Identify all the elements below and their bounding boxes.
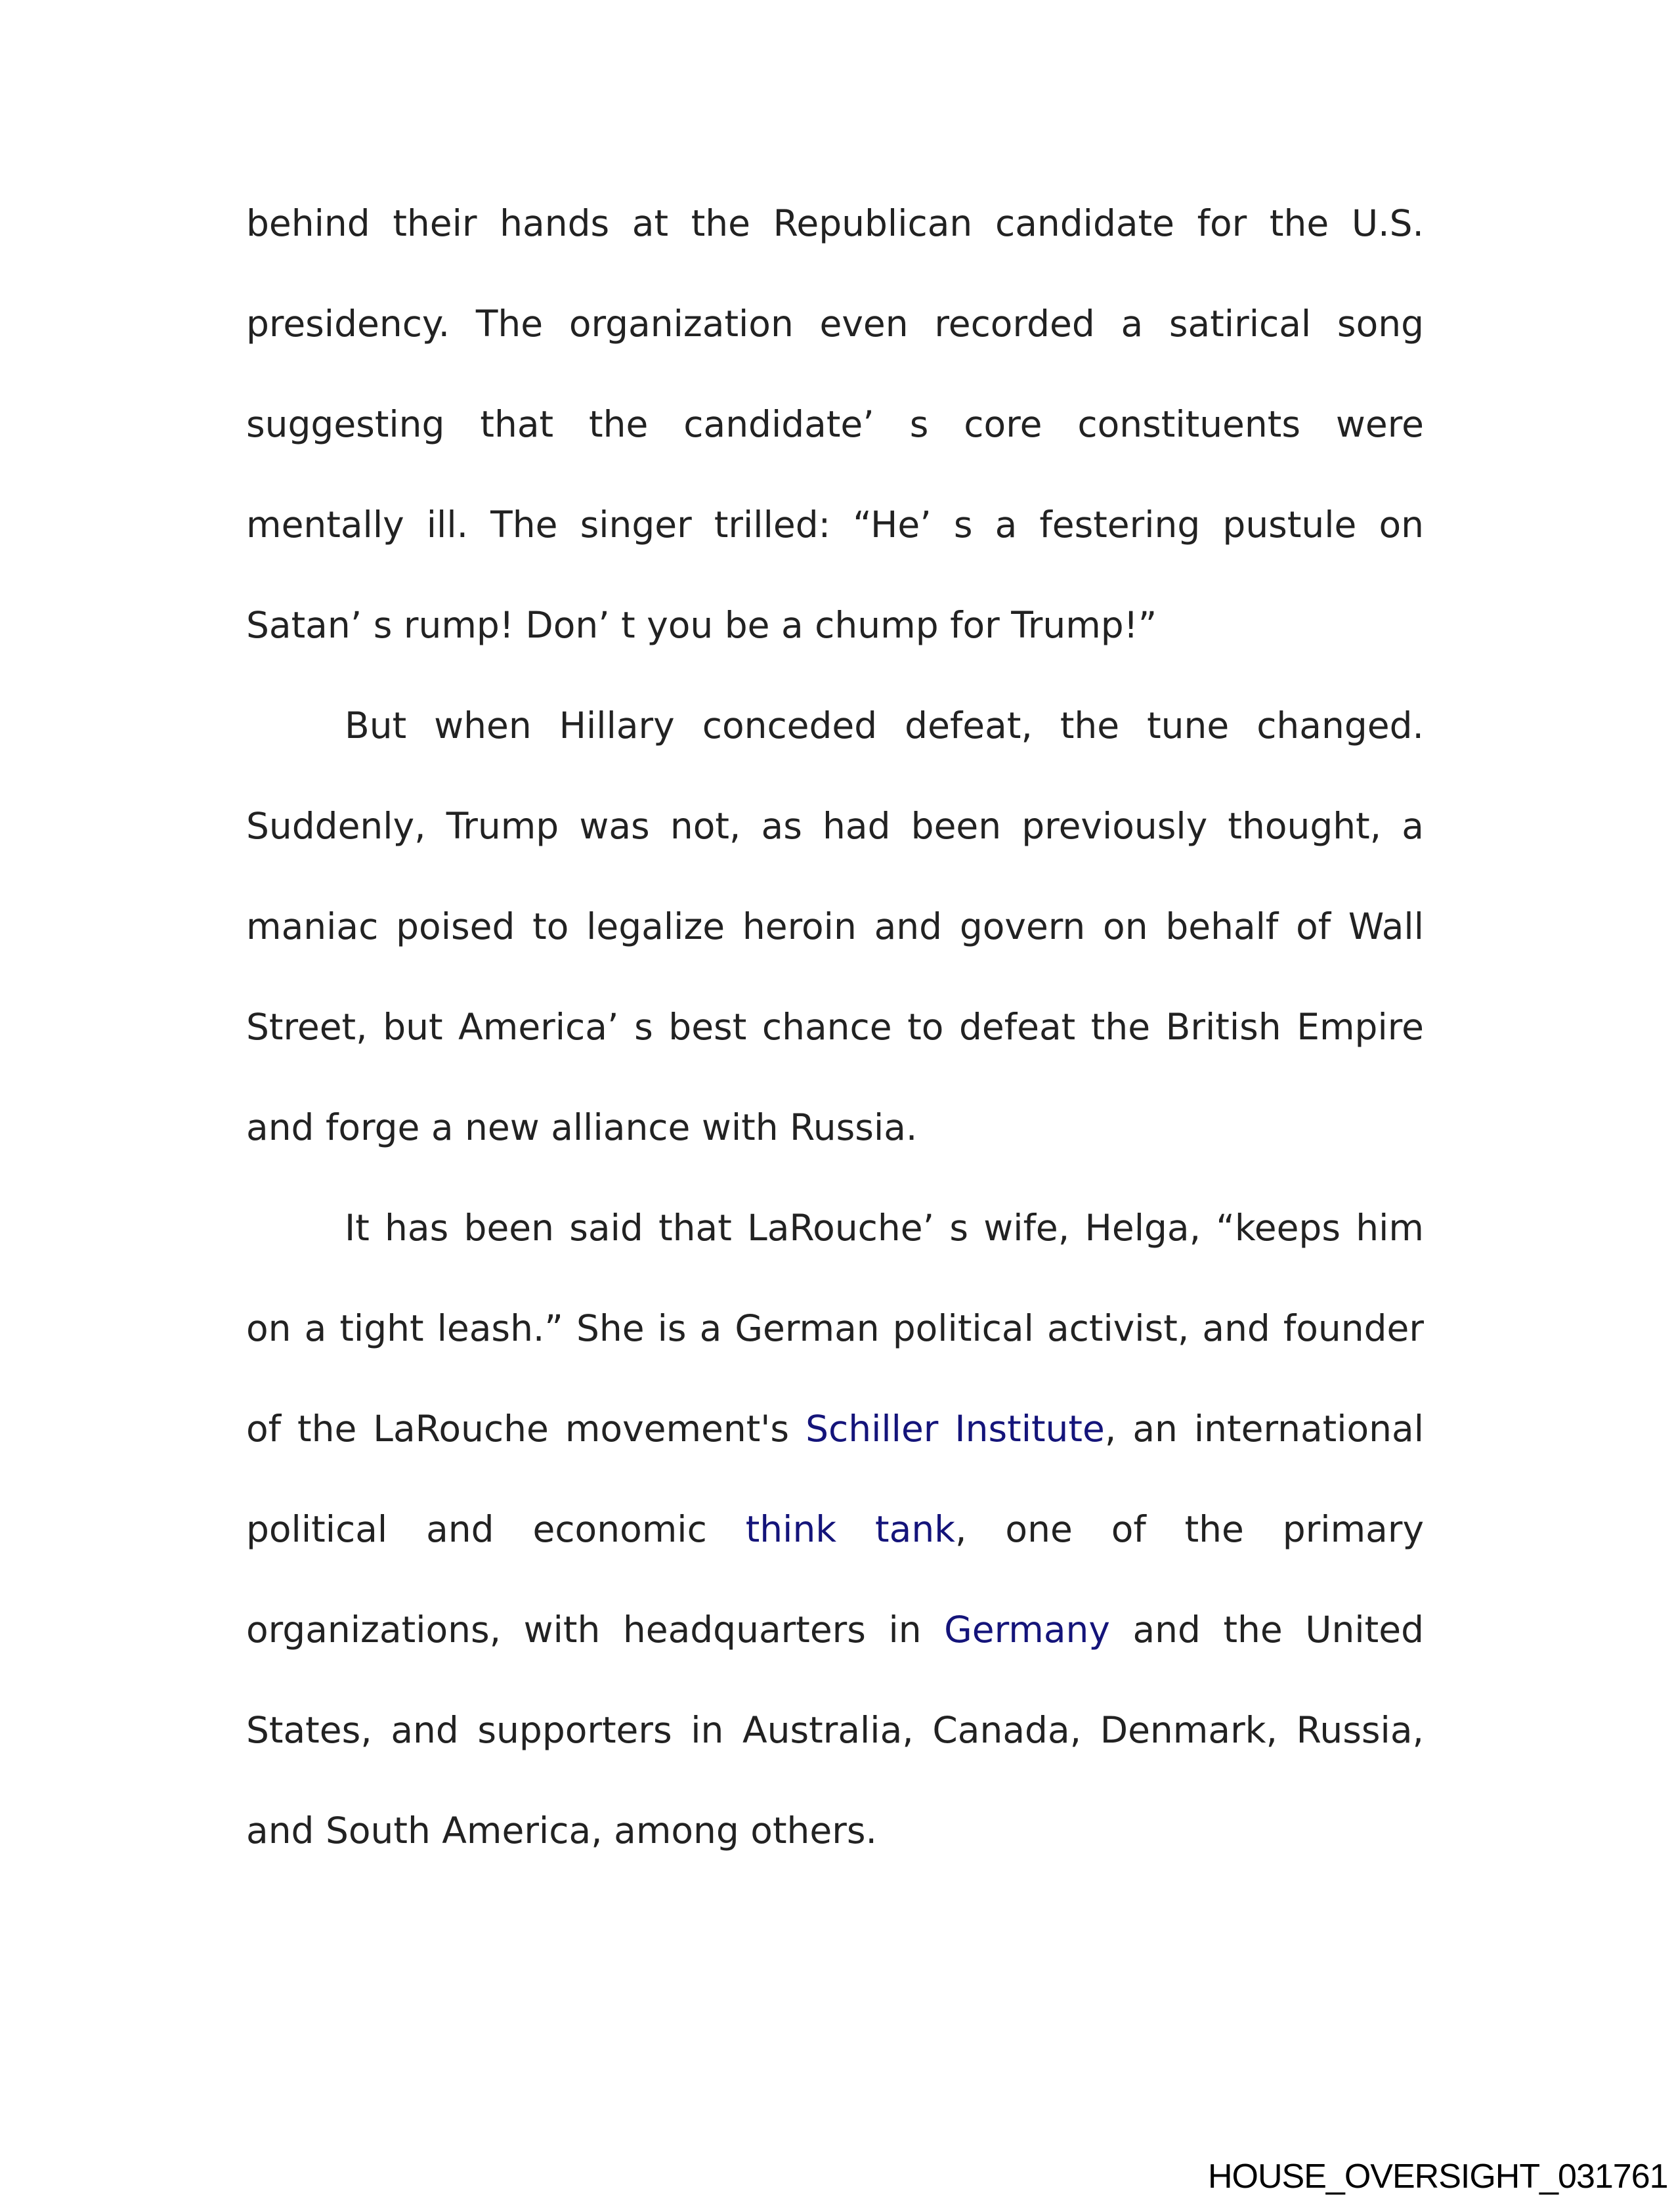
text-line — [246, 475, 1424, 575]
text-segment: Satan’ s rump! Don’ t you be a chump for Trump!” — [246, 604, 1157, 646]
text-line — [246, 977, 1424, 1077]
text-line — [246, 1781, 1424, 1881]
text-line — [246, 374, 1424, 475]
text-segment: and South America, among others. — [246, 1810, 877, 1852]
text-line — [246, 1178, 1424, 1278]
text-segment: behind their hands at the Republican candidate for the U.S. — [246, 202, 1424, 244]
text-segment: Suddenly, Trump was not, as had been previously thought, a — [246, 805, 1424, 847]
text-line — [246, 1479, 1424, 1580]
text-segment: and the United — [1109, 1609, 1424, 1651]
text-segment: on a tight leash.” She is a German political activist, and founder — [246, 1307, 1424, 1349]
text-segment: presidency. The organization even recorded a satirical song — [246, 303, 1424, 345]
text-segment: , an international — [1104, 1408, 1424, 1450]
text-segment: of the LaRouche movement's — [246, 1408, 806, 1450]
text-segment: organizations, with headquarters in — [246, 1609, 945, 1651]
text-line — [246, 274, 1424, 374]
hyperlink[interactable]: think tank — [745, 1508, 956, 1550]
text-line — [246, 575, 1424, 676]
text-line — [246, 877, 1424, 977]
text-line — [246, 1278, 1424, 1379]
hyperlink[interactable]: Schiller Institute — [805, 1408, 1105, 1450]
text-line — [246, 676, 1424, 776]
text-line — [246, 1580, 1424, 1680]
text-line — [246, 1680, 1424, 1781]
text-line — [246, 1379, 1424, 1479]
text-segment: , one of the primary — [955, 1508, 1425, 1550]
text-segment: mentally ill. The singer trilled: “He’ s a festering pustule on — [246, 504, 1424, 546]
text-segment: maniac poised to legalize heroin and govern on behalf of Wall — [246, 905, 1424, 947]
text-segment: and forge a new alliance with Russia. — [246, 1106, 918, 1148]
hyperlink[interactable]: Germany — [944, 1609, 1110, 1651]
text-segment: It has been said that LaRouche’ s wife, Helga, “keeps him — [345, 1207, 1424, 1249]
text-segment: States, and supporters in Australia, Canada, Denmark, Russia, — [246, 1709, 1424, 1751]
text-line — [246, 1077, 1424, 1178]
bates-number: HOUSE_OVERSIGHT_031761 — [1208, 2158, 1668, 2196]
text-line — [246, 173, 1424, 274]
text-segment: political and economic — [246, 1508, 746, 1550]
text-line — [246, 776, 1424, 877]
text-segment: But when Hillary conceded defeat, the tune changed. — [345, 705, 1424, 747]
text-segment: suggesting that the candidate’ s core constituents were — [246, 403, 1424, 445]
text-segment: Street, but America’ s best chance to defeat the British Empire — [246, 1006, 1424, 1048]
